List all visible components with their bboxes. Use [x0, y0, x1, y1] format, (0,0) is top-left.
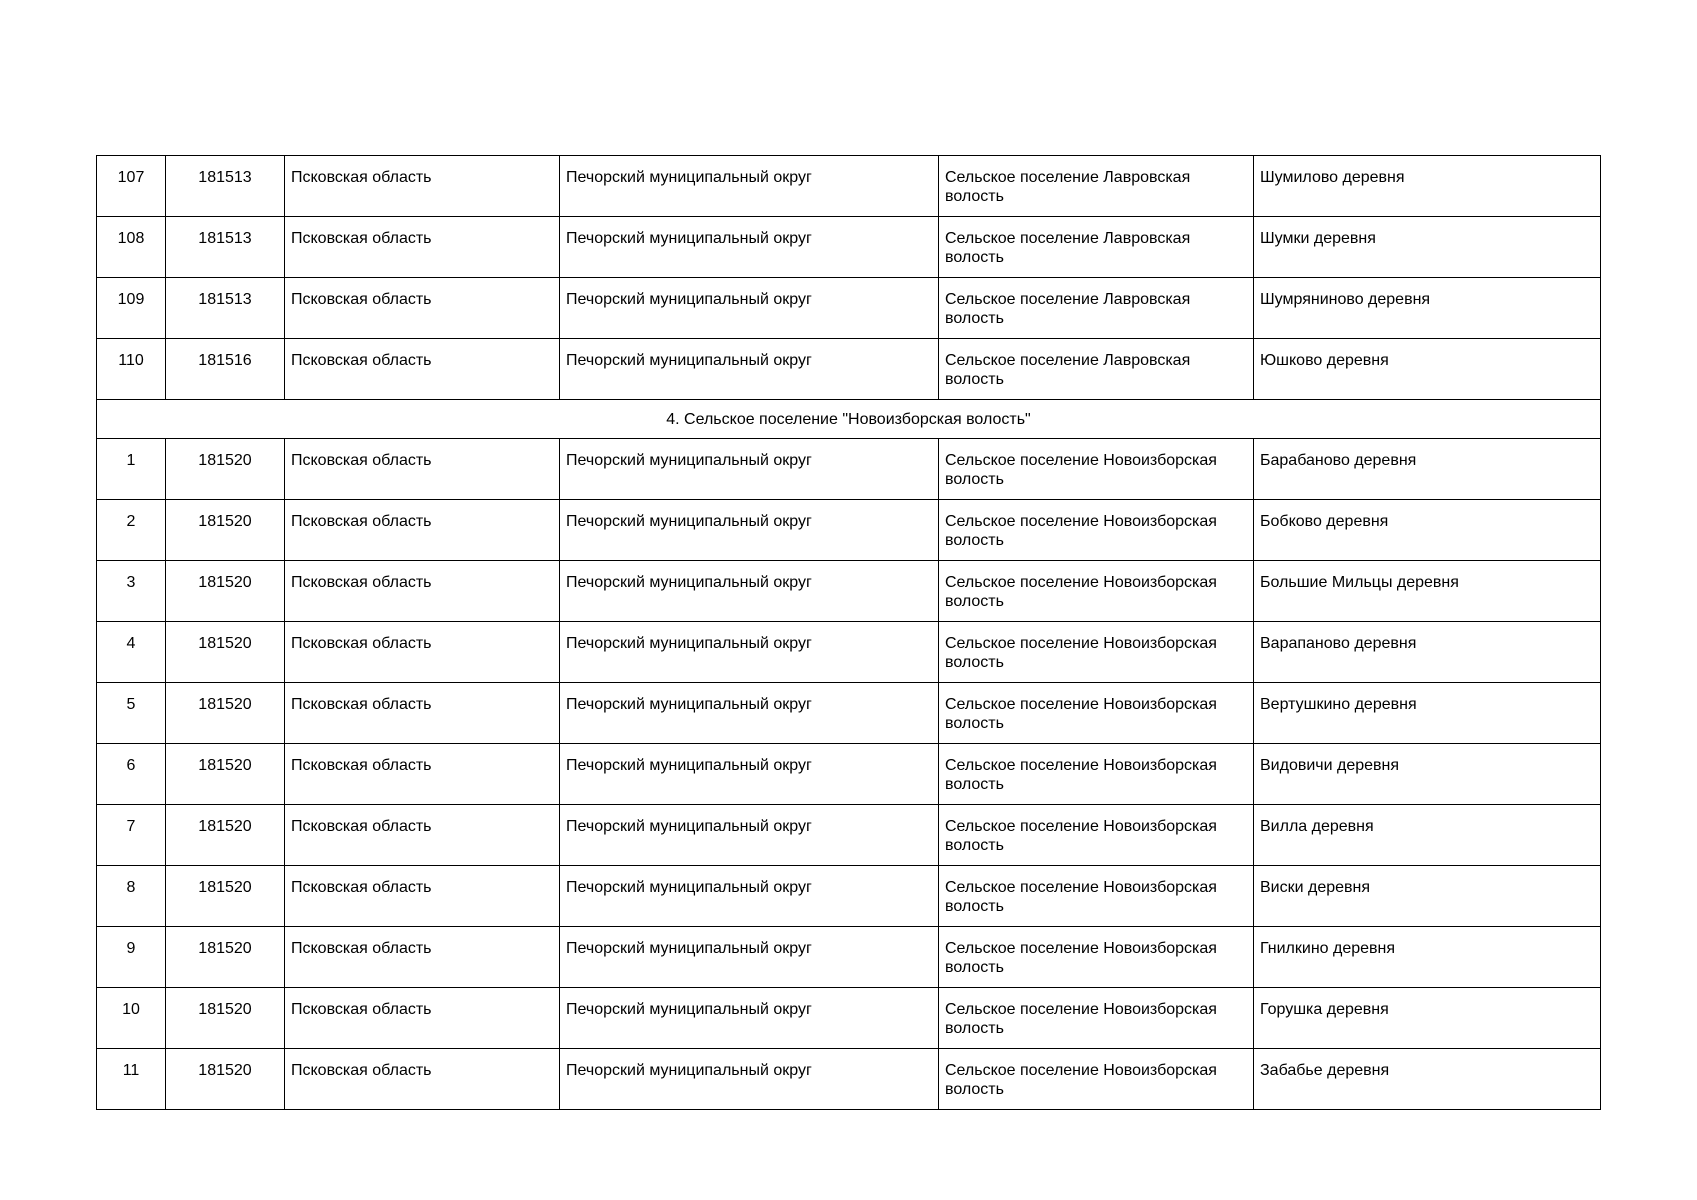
- table-row: [97, 744, 1601, 805]
- settlement-name: Сельское поселение Лавровская волость: [939, 156, 1254, 217]
- locality-name: Большие Мильцы деревня: [1254, 561, 1601, 622]
- row-number: 4: [97, 622, 166, 683]
- region-name: Псковская область: [285, 988, 560, 1049]
- row-number: 2: [97, 500, 166, 561]
- region-name: Псковская область: [285, 339, 560, 400]
- locality-name: Виски деревня: [1254, 866, 1601, 927]
- settlement-name: Сельское поселение Новоизборская волость: [939, 561, 1254, 622]
- postal-index: 181520: [166, 561, 285, 622]
- region-name: Псковская область: [285, 927, 560, 988]
- locality-name: Шумрянинoво деревня: [1254, 278, 1601, 339]
- row-number: 108: [97, 217, 166, 278]
- district-name: Печорский муниципальный округ: [560, 561, 939, 622]
- region-name: Псковская область: [285, 622, 560, 683]
- table-row: [97, 561, 1601, 622]
- district-name: Печорский муниципальный округ: [560, 439, 939, 500]
- row-number: 5: [97, 683, 166, 744]
- region-name: Псковская область: [285, 805, 560, 866]
- table-row: [97, 339, 1601, 400]
- region-name: Псковская область: [285, 561, 560, 622]
- district-name: Печорский муниципальный округ: [560, 744, 939, 805]
- postal-index: 181520: [166, 439, 285, 500]
- locality-name: Вилла деревня: [1254, 805, 1601, 866]
- row-number: 7: [97, 805, 166, 866]
- postal-index: 181520: [166, 622, 285, 683]
- settlement-name: Сельское поселение Новоизборская волость: [939, 683, 1254, 744]
- region-name: Псковская область: [285, 500, 560, 561]
- district-name: Печорский муниципальный округ: [560, 1049, 939, 1110]
- postal-index: 181520: [166, 805, 285, 866]
- table-row: [97, 622, 1601, 683]
- region-name: Псковская область: [285, 217, 560, 278]
- locality-name: Варапаново деревня: [1254, 622, 1601, 683]
- postal-index: 181513: [166, 156, 285, 217]
- district-name: Печорский муниципальный округ: [560, 622, 939, 683]
- row-number: 9: [97, 927, 166, 988]
- locality-name: Бобково деревня: [1254, 500, 1601, 561]
- district-name: Печорский муниципальный округ: [560, 988, 939, 1049]
- district-name: Печорский муниципальный округ: [560, 927, 939, 988]
- settlement-name: Сельское поселение Новоизборская волость: [939, 805, 1254, 866]
- district-name: Печорский муниципальный округ: [560, 683, 939, 744]
- settlement-name: Сельское поселение Новоизборская волость: [939, 866, 1254, 927]
- settlement-name: Сельское поселение Новоизборская волость: [939, 439, 1254, 500]
- postal-index: 181520: [166, 988, 285, 1049]
- table-body-lavrovskaya: [97, 156, 1601, 400]
- settlement-name: Сельское поселение Новоизборская волость: [939, 927, 1254, 988]
- postal-index: 181513: [166, 278, 285, 339]
- locality-name: Гнилкино деревня: [1254, 927, 1601, 988]
- settlement-name: Сельское поселение Новоизборская волость: [939, 622, 1254, 683]
- district-name: Печорский муниципальный округ: [560, 866, 939, 927]
- region-name: Псковская область: [285, 1049, 560, 1110]
- district-name: Печорский муниципальный округ: [560, 156, 939, 217]
- row-number: 11: [97, 1049, 166, 1110]
- postal-index: 181520: [166, 1049, 285, 1110]
- postal-index: 181520: [166, 683, 285, 744]
- table-row: [97, 156, 1601, 217]
- table-body-novoizborskaya: [97, 439, 1601, 1110]
- table-row: [97, 1049, 1601, 1110]
- postal-index: 181520: [166, 744, 285, 805]
- locality-name: Шумилово деревня: [1254, 156, 1601, 217]
- settlement-name: Сельское поселение Лавровская волость: [939, 339, 1254, 400]
- table-row: [97, 805, 1601, 866]
- row-number: 107: [97, 156, 166, 217]
- postal-index: 181520: [166, 927, 285, 988]
- postal-index: 181513: [166, 217, 285, 278]
- table-row: [97, 217, 1601, 278]
- table-section: [97, 400, 1601, 439]
- region-name: Псковская область: [285, 683, 560, 744]
- locality-name: Забабье деревня: [1254, 1049, 1601, 1110]
- locality-name: Шумки деревня: [1254, 217, 1601, 278]
- section-heading: 4. Сельское поселение "Новоизборская волость": [97, 400, 1601, 439]
- settlement-name: Сельское поселение Новоизборская волость: [939, 500, 1254, 561]
- table-row: [97, 500, 1601, 561]
- row-number: 110: [97, 339, 166, 400]
- table-row: [97, 866, 1601, 927]
- locality-name: Горушка деревня: [1254, 988, 1601, 1049]
- row-number: 10: [97, 988, 166, 1049]
- locality-name: Вертушкино деревня: [1254, 683, 1601, 744]
- settlement-name: Сельское поселение Новоизборская волость: [939, 988, 1254, 1049]
- region-name: Псковская область: [285, 866, 560, 927]
- table-row: [97, 927, 1601, 988]
- locality-name: Видовичи деревня: [1254, 744, 1601, 805]
- table-row: [97, 988, 1601, 1049]
- postal-index: 181520: [166, 866, 285, 927]
- region-name: Псковская область: [285, 744, 560, 805]
- district-name: Печорский муниципальный округ: [560, 500, 939, 561]
- district-name: Печорский муниципальный округ: [560, 805, 939, 866]
- region-name: Псковская область: [285, 278, 560, 339]
- settlements-table: [96, 155, 1601, 1110]
- row-number: 8: [97, 866, 166, 927]
- district-name: Печорский муниципальный округ: [560, 339, 939, 400]
- table-row: [97, 439, 1601, 500]
- district-name: Печорский муниципальный округ: [560, 278, 939, 339]
- settlement-name: Сельское поселение Новоизборская волость: [939, 1049, 1254, 1110]
- locality-name: Барабаново деревня: [1254, 439, 1601, 500]
- region-name: Псковская область: [285, 156, 560, 217]
- postal-index: 181520: [166, 500, 285, 561]
- table-row: [97, 683, 1601, 744]
- region-name: Псковская область: [285, 439, 560, 500]
- settlement-name: Сельское поселение Новоизборская волость: [939, 744, 1254, 805]
- row-number: 109: [97, 278, 166, 339]
- table-row: [97, 278, 1601, 339]
- row-number: 6: [97, 744, 166, 805]
- locality-name: Юшково деревня: [1254, 339, 1601, 400]
- postal-index: 181516: [166, 339, 285, 400]
- settlement-name: Сельское поселение Лавровская волость: [939, 278, 1254, 339]
- district-name: Печорский муниципальный округ: [560, 217, 939, 278]
- row-number: 3: [97, 561, 166, 622]
- section-heading-row: [97, 400, 1601, 439]
- settlement-name: Сельское поселение Лавровская волость: [939, 217, 1254, 278]
- row-number: 1: [97, 439, 166, 500]
